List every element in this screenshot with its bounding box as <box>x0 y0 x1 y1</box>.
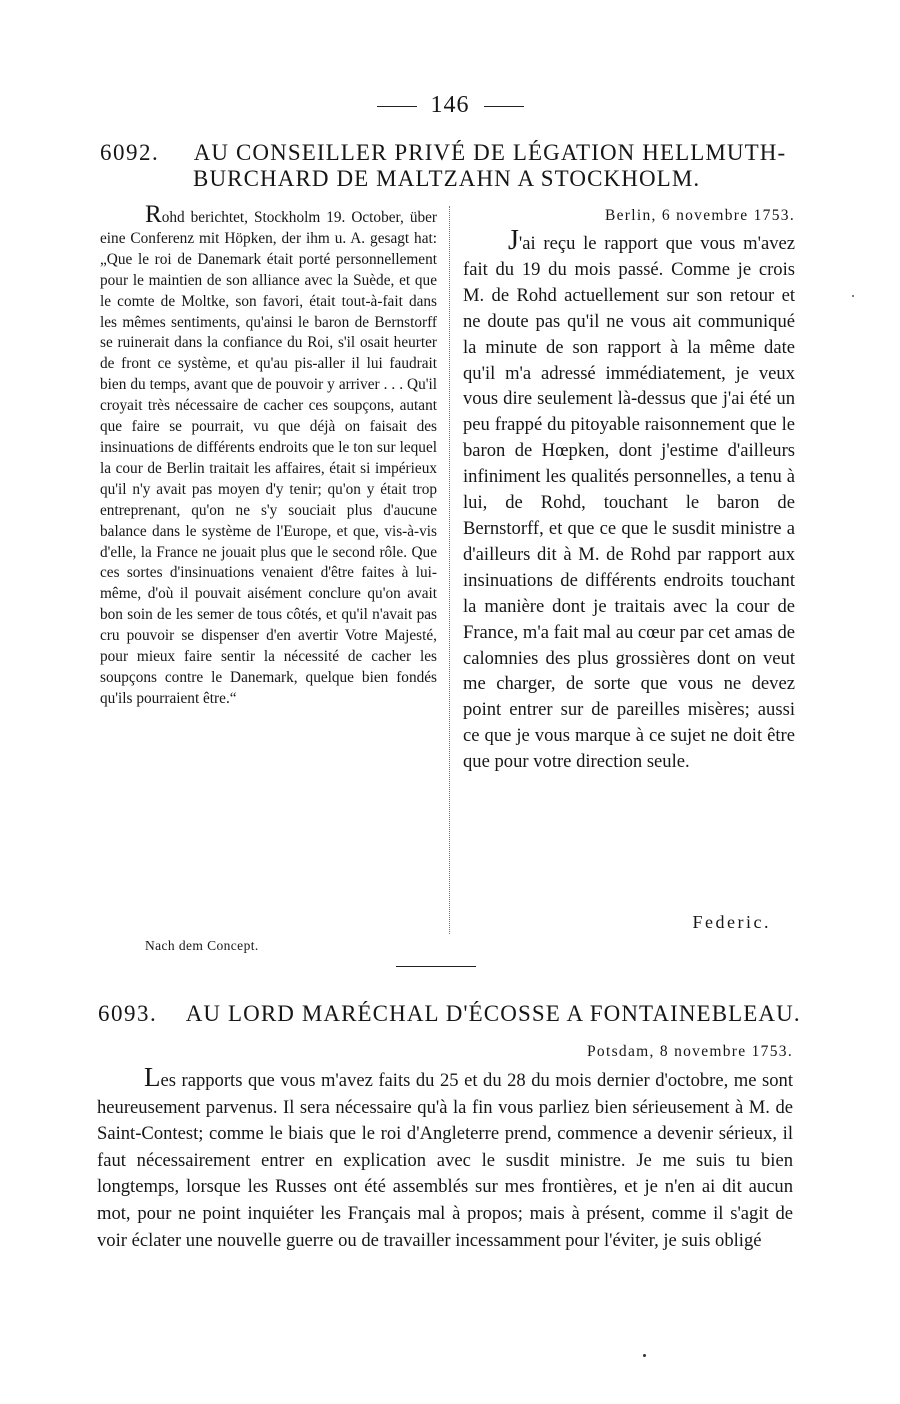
page-number-rule-left <box>377 106 417 107</box>
letter-6092-heading-line1 <box>100 140 800 166</box>
letter-6093-dateline: Potsdam, 8 novembre 1753. <box>587 1043 793 1060</box>
letter-6093-heading-line1 <box>98 1001 801 1027</box>
page-number-value: 146 <box>430 92 470 118</box>
letter-6092-signature: Federic. <box>692 912 771 932</box>
scan-speck <box>643 1354 646 1357</box>
letter-6092-body <box>463 206 795 932</box>
letter-6092-body-text: 'ai reçu le rapport que vous m'avez fait du 19 du mois passé. Comme je crois M. de Rohd actuellement sur son retour et ne doute pas qu'il ne vous ait communiqué la minute de son rapport à la même date qu'il m'a adressé immédiatement, je veux vous dire seulement là-dessus que j'ai été un peu frappé du pitoyable raisonnement que le baron de Hœpken, dont j'estime d'ailleurs infiniment les qualités personnelles, a tenu à lui, de Rohd, touchant le baron de Bernstorff, et que ce que le susdit ministre a d'ailleurs dit à M. de Rohd par rapport aux insinuations de différents endroits touchant la manière dont je traitais avec la cour de France, m'a fait mal au cœur par cet amas de calomnies des plus grossières dont on veut me charger, de sorte que vous ne devez point entrer sur de pareilles misères; aussi ce que je vous marque à ce sujet ne doit être que pour votre direction seule. <box>463 233 795 773</box>
summary-dropcap: R <box>145 201 162 228</box>
letter-6093-heading <box>98 1001 801 1027</box>
letter-6092-dropcap: J <box>508 225 519 256</box>
letter-6092-dateline: Berlin, 6 novembre 1753. <box>604 207 795 224</box>
letter-6093-title: AU LORD MARÉCHAL D'ÉCOSSE A FONTAINEBLEAU. <box>185 1001 801 1026</box>
source-note: Nach dem Concept. <box>145 938 259 953</box>
column-divider <box>449 206 450 934</box>
letter-6093-body <box>97 1040 793 1254</box>
summary-text: ohd berichtet, Stockholm 19. October, über eine Conferenz mit Höpken, der ihm u. A. gesagt hat: „Que le roi de Danemark était porté personnellement pour le maintien de son alliance avec la Suède, et que le comte de Moltke, son favori, était tout-à-fait dans les mêmes sentiments, qu'ainsi le baron de Bernstorff se ruinerait dans la confiance du Roi, s'il osait heurter de front ce système, et qu'au pis-aller il lui faudrait bien du temps, avant que de pouvoir y arriver . . . Qu'il croyait très nécessaire de cacher ces soupçons, autant que faire se pourrait, vu que déjà on faisait des insinuations de différents endroits que le ton sur lequel la cour de Berlin traitait les affaires, était si impérieux qu'il n'y avait pas moyen d'y tenir; qu'on y était trop entreprenant, qu'on ne s'y souciait plus d'aucune balance dans le système de l'Europe, et que, vis-à-vis d'elle, la France ne jouait plus que le second rôle. Que ces sortes d'insinuations venaient d'être faites à lui-même, d'où il pouvait aisément conclure qu'on avait bon soin de les semer de tous côtés, et qu'il n'avait pas cru pouvoir se dispenser d'en avertir Votre Majesté, pour mieux faire sentir la nécessité de cacher les soupçons contre le Danemark, quelque bien fondés qu'ils pourraient être.“ <box>100 209 437 707</box>
section-divider <box>396 966 476 967</box>
letter-6092-title-line1: AU CONSEILLER PRIVÉ DE LÉGATION HELLMUTH- <box>193 140 787 165</box>
summary-paragraph <box>100 201 437 710</box>
letter-6093-body-paragraph <box>97 1064 793 1254</box>
letter-6093-body-text: es rapports que vous m'avez faits du 25 et du 28 du mois dernier d'octobre, me sont heureusement parvenus. Il sera nécessaire qu'à la fin vous parliez bien sérieusement à M. de Saint-Contest; comme le biais que le roi d'Angleterre prend, commence a devenir sérieux, il faut nécessairement entrer en explication avec le susdit ministre. Je me suis tu bien longtemps, lorsque les Russes ont été assemblés sur mes frontières, et je n'en ai dit aucun mot, pour ne point inquiéter les Français mal à propos; mais à présent, comme il s'agit de voir éclater une nouvelle guerre ou de travailler incessamment pour l'éviter, je suis obligé <box>97 1070 793 1251</box>
letter-6092-heading <box>100 140 800 192</box>
letter-6092-title-line2: BURCHARD DE MALTZAHN A STOCKHOLM. <box>193 166 701 191</box>
letter-6093-dropcap: L <box>144 1062 161 1092</box>
page-number <box>0 92 900 119</box>
letter-6093-number: 6093. <box>98 1001 158 1026</box>
letter-6092-body-paragraph <box>463 225 795 775</box>
letter-6092-number: 6092. <box>100 140 160 165</box>
letter-6092-summary <box>100 201 437 710</box>
page-number-rule-right <box>484 106 524 107</box>
scan-speck <box>852 295 854 297</box>
